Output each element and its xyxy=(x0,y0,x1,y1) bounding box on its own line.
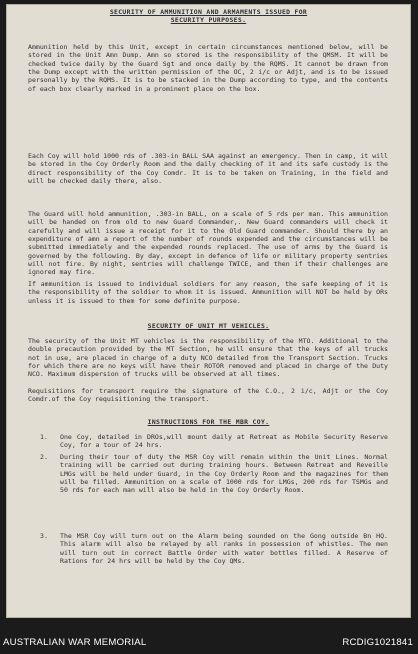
archive-footer xyxy=(0,624,418,654)
footer-institution: AUSTRALIAN WAR MEMORIAL xyxy=(3,637,147,648)
footer-record-id: RCDIG1021841 xyxy=(342,637,413,648)
section-heading-msr-coy: INSTRUCTIONS FOR THE MBR COY. xyxy=(147,418,270,426)
paragraph-unit-ammunition: Ammunition held by this Unit, except in certain circumstances mentioned below, will be stored in the Unit Amn Dump. Amn so stored is the responsibility of the QMSM. It will be checked twice daily by the Guard Sgt and once daily by the RQMS. It cannot be drawn from the Dump except with the written permission of the OC, 2 i/c or Adjt, and is to be issued personally by the RQMS. It is to be stacked in the Dump according to type, and the contents of each box clearly marked in a prominent place on the box. xyxy=(28,43,388,93)
instruction-item xyxy=(28,453,388,523)
document-title-line-2: SECURITY PURPOSES. xyxy=(170,16,247,24)
document-page xyxy=(6,4,411,618)
paragraph-mt-vehicles: The security of the Unit MT vehicles is the responsibility of the MTO. Additional to the double precaution provided by the MT Section, he will ensure that the keys of all trucks not in use, are placed in charge of a duty NCO detailed from the Transport Section. Trucks for which there are no keys will have their ROTOR removed and placed in charge of the Duty NCO. Maximum dispersion of trucks will be observed at all times. xyxy=(28,337,388,379)
instruction-text: The MSR Coy will turn out on the Alarm being sounded on the Gong outside Bn HQ. This alarm will also be relayed by all ranks in possession of whistles. The men will turn out in correct Battle Order with water bottles filled. A Reserve of Rations for 24 hrs will be held by the Coy QMs. xyxy=(60,532,388,566)
paragraph-individual-ammunition: If ammunition is issued to individual soldiers for any reason, the safe keeping of it is the responsibility of the soldier to whom it is issued. Ammunition will NOT be held by ORs unless it is issued to them for some definite purpose. xyxy=(28,280,388,305)
instruction-item xyxy=(28,433,388,453)
instruction-number: 1. xyxy=(40,433,48,441)
section-heading-mt-vehicles: SECURITY OF UNIT MT VEHICLES. xyxy=(147,322,270,330)
instruction-text: During their tour of duty the MSR Coy will remain within the Unit Lines. Normal training will be carried out during training hours. Between Retreat and Reveille LMGs will be held under Guard, in the Coy Orderly Room and the magazines for them will be filled. Ammunition on a scale of 1000 rds for LMGs, 200 rds for TSMGs and 50 rds for each man will also be held in the Coy Orderly Room. xyxy=(60,453,388,495)
document-title-line-1: SECURITY OF AMMUNITION AND ARMAMENTS ISSUED FOR xyxy=(109,8,308,16)
instruction-number: 3. xyxy=(40,532,48,540)
instruction-item xyxy=(28,532,388,582)
instruction-number: 2. xyxy=(40,453,48,461)
paragraph-guard-ammunition: The Guard will hold ammunition, .303-in BALL, on a scale of 5 rds per man. This ammunition will be handed on from old to new Guard Commander,. New Guard commanders will check it carefully and will issue a receipt for it to the Old Guard commander. Should there by an expenditure of amn a report of the number of rounds expended and the circumstances will be submitted immediately and the expended rounds replaced. The use of arms by the Guard is governed by the following. By day, except in defence of life or military property sentries will not fire. By night, sentries will challenge TWICE, and then if their challenges are ignored may fire. xyxy=(28,210,388,277)
paragraph-transport-requisitions: Requisitions for transport require the signature of the C.O., 2 i/c, Adjt or the Coy Comdr.of the Coy requisitioning the transport. xyxy=(28,387,388,404)
instruction-text: One Coy, detailed in DROs,will mount daily at Retreat as Mobile Security Reserve Coy, for a tour of 24 hrs. xyxy=(60,433,388,450)
paragraph-coy-ammunition: Each Coy will hold 1000 rds of .303-in BALL SAA against an emergency. Then in camp, it will be stored in the Coy Orderly Room and the daily checking of it and its safe custody is the direct responsibility of the Coy Comdr. It is to be taken on Training, in the field and will be checked daily there, also. xyxy=(28,152,388,186)
